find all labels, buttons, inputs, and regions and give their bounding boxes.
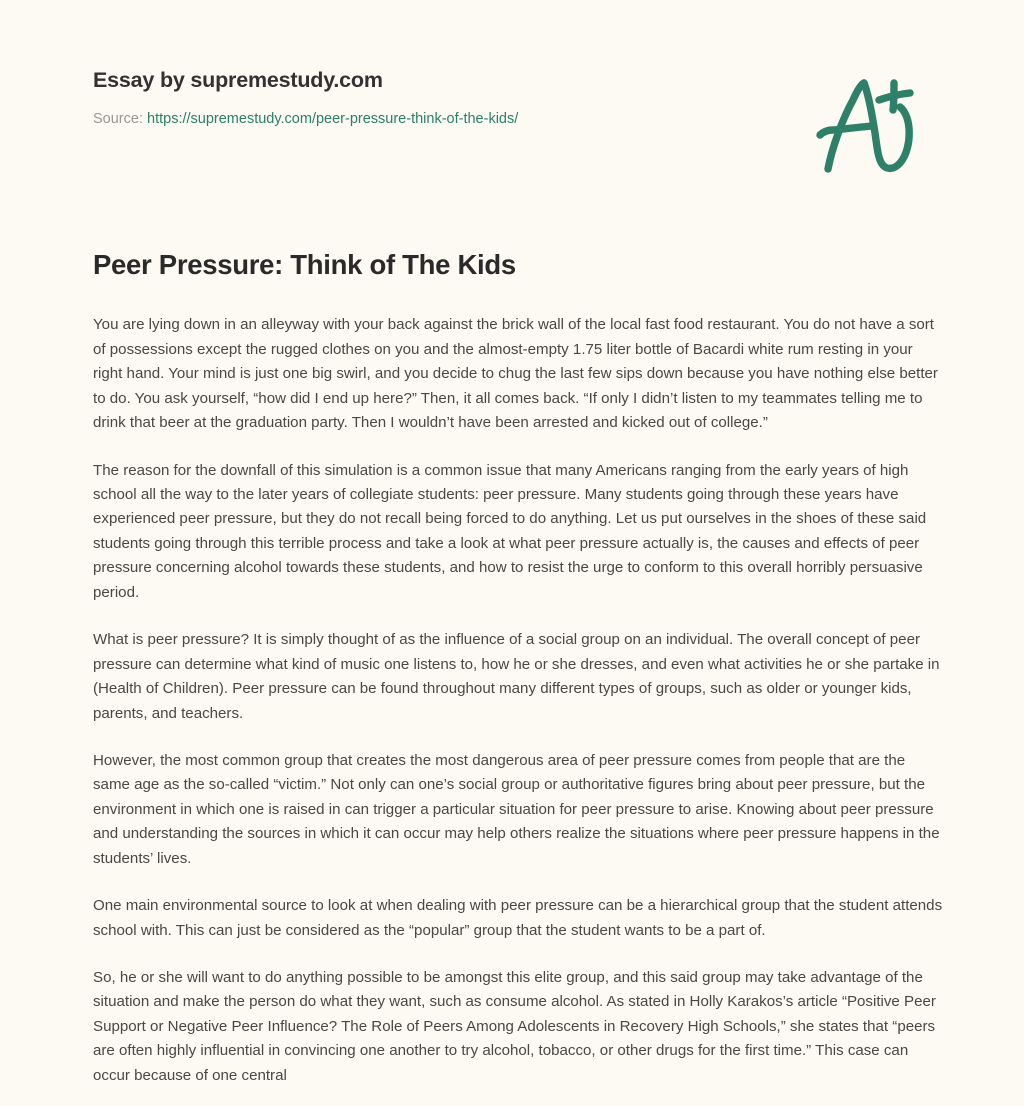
source-line (93, 110, 733, 129)
brand-block (93, 68, 733, 129)
a-plus-logo-icon (812, 74, 924, 178)
paragraph: However, the most common group that creates the most dangerous area of peer pressure comes from people that are the same age as the so-called “victim.” Not only can one’s social group or authoritative figures bring about peer pressure, but the environment in which one is raised in can trigger a particular situation for peer pressure to arise. Knowing about peer pressure and understanding the sources in which it can occur may help others realize the situations where peer pressure happens in the students’ lives. (93, 751, 940, 867)
page-header (0, 0, 1024, 205)
paragraph: What is peer pressure? It is simply thought of as the influence of a social group on an individual. The overall concept of peer pressure can determine what kind of music one listens to, how he or she dresses, and even what activities he or she partake in (Health of Children). Peer pressure can be found throughout many different types of groups, such as older or younger kids, parents, and teachers. (93, 631, 940, 722)
paragraph: One main environmental source to look at when dealing with peer pressure can be a hierarchical group that the student attends school with. This can just be considered as the “popular” group that the student wants to be a part of. (93, 897, 943, 939)
brand-title: Essay by supremestudy.com (93, 68, 383, 92)
page-title: Peer Pressure: Think of The Kids (93, 249, 516, 280)
a-plus-logo (812, 74, 924, 178)
paragraph: So, he or she will want to do anything possible to be amongst this elite group, and this said group may take advantage of the situation and make the person do what they want, such as consume alcohol. As stated in Holly Karakos’s article “Positive Peer Support or Negative Peer Influence? The Role of Peers Among Adolescents in Recovery High Schools,” she states that “peers are often highly influential in convincing one another to try alcohol, tobacco, or other drugs for the first time.” This case can occur because of one central (93, 969, 936, 1084)
source-url-link[interactable]: https://supremestudy.com/peer-pressure-think-of-the-kids/ (147, 110, 519, 127)
paragraph: You are lying down in an alleyway with your back against the brick wall of the local fast food restaurant. You do not have a sort of possessions except the rugged clothes on you and the almost-empty 1.75 liter bottle of Bacardi white rum resting in your right hand. Your mind is just one big swirl, and you decide to chug the last few sips down because you have nothing else better to do. You ask yourself, “how did I end up here?” Then, it all comes back. “If only I didn’t listen to my teammates telling me to drink that beer at the graduation party. Then I wouldn’t have been arrested and kicked out of college.” (93, 316, 938, 432)
article-body (93, 248, 945, 1088)
source-label: Source: (93, 110, 143, 127)
paragraph: The reason for the downfall of this simulation is a common issue that many Americans ranging from the early years of high school all the way to the later years of collegiate students: peer pressure. Many students going through these years have experienced peer pressure, but they do not recall being forced to do anything. Let us put ourselves in the shoes of these said students going through this terrible process and take a look at what peer pressure actually is, the causes and effects of peer pressure concerning alcohol towards these students, and how to resist the urge to conform to this overall horribly persuasive period. (93, 461, 927, 601)
